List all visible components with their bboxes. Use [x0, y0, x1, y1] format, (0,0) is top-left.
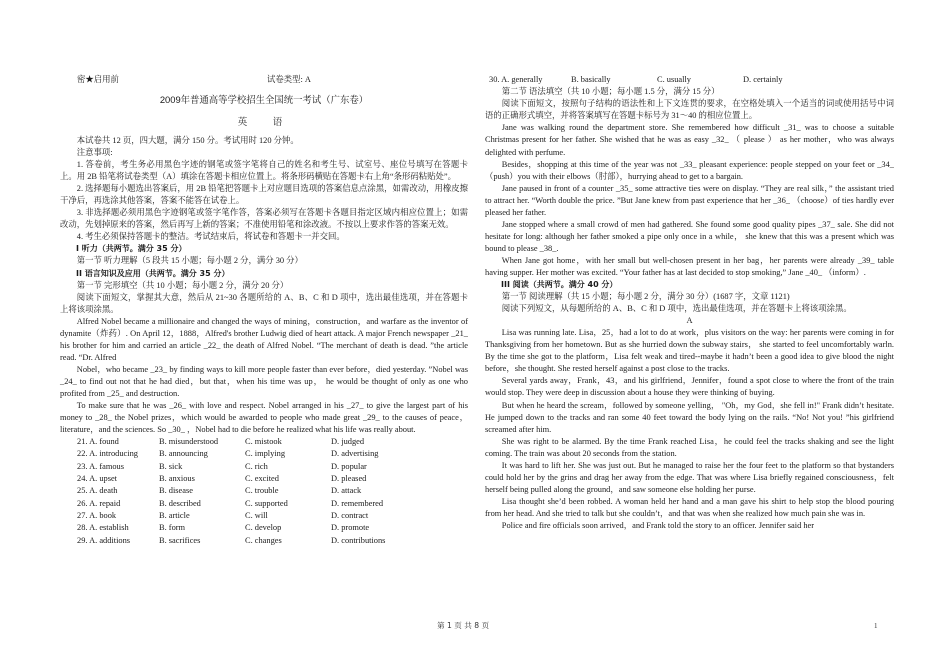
- option-a: 27. A. book: [77, 510, 117, 520]
- option-d: D. pleased: [331, 474, 367, 484]
- section-3-part-1: 第一节 阅读理解（共 15 小题；每小题 2 分，满分 30 分）(1687 字，文章 1121): [501, 292, 790, 302]
- passage-paragraph: Lisa was running late. Lisa，25，had a lot to do at work，plus visitors on the way: her parents were coming in for Thanksgiving from her hometown. But as she hurried down the subway stairs， she started to feel uncomfortably warln. By the time she got to the platform，Lisa felt weak and tired--maybe it hadn’t been a good idea to give blood the night before，she thought. She rested herself against a post close to the tracks.: [485, 328, 894, 374]
- option-a: 26. A. repaid: [77, 498, 121, 508]
- option-b: B. misunderstood: [159, 437, 219, 447]
- exam-title: 2009年普通高等学校招生全国统一考试（广东卷）: [159, 94, 369, 105]
- option-c: C. trouble: [245, 486, 279, 496]
- grammar-instructions: 阅读下面短文，按照句子结构的语法性和上下文连贯的要求，在空格处填入一个适当的词或使用括号中词语的正确形式填空，并将答案填写在答题卡标号为 31～40 的相应位置上。: [485, 99, 894, 121]
- option-d: D. attack: [331, 486, 362, 496]
- option-b: B. sacrifices: [159, 535, 201, 545]
- option-b: B. form: [159, 523, 186, 533]
- section-1-part-1: 第一节 听力理解（5 段共 15 小题；每小题 2 分，满分 30 分）: [76, 256, 303, 266]
- option-row-21: [60, 436, 468, 448]
- option-c: C. usually: [657, 75, 691, 84]
- option-c: C. mistook: [245, 437, 282, 447]
- option-b: B. announcing: [159, 449, 208, 459]
- grammar-paragraph: Jane was walking round the department store. She remembered how difficult _31_ was to choose a suitable Christmas present for her father. She wished that he was as easy _32_ （ please ） as her mother，who was always delighted with perfume.: [485, 123, 894, 157]
- option-c: C. will: [245, 510, 268, 520]
- passage-paragraph: Several yards away，Frank，43，and his girlfriend，Jennifer，found a spot close to where the front of the train would stop. They were deep in discussion about a house they were thinking of buying.: [485, 376, 894, 398]
- note-item: 1. 答卷前，考生务必用黑色字迹的钢笔或签字笔将自己的姓名和考生号、试室号、座位号填写在答题卡上。用 2B 铅笔将试卷类型（A）填涂在答题卡相应位置上。将条形码横贴在答题卡右上角“条形码粘贴处”。: [60, 160, 468, 182]
- option-a: 30. A. generally: [489, 75, 543, 84]
- section-2-part-2: 第二节 语法填空（共 10 小题；每小题 1.5 分，满分 15 分）: [501, 87, 720, 97]
- section-2-part-1: 第一节 完形填空（共 10 小题；每小题 2 分，满分 20 分）: [76, 280, 289, 290]
- passage-paragraph: She was right to be alarmed. By the time Frank reached Lisa，he could feel the tracks shaking and see the light coming. The train was about 20 seconds from the station.: [485, 436, 894, 458]
- option-b: B. basically: [571, 75, 611, 84]
- header-row: [60, 74, 468, 86]
- option-b: B. disease: [159, 486, 193, 496]
- section-3-heading: III 阅读（共两节。满分 40 分）: [501, 280, 618, 290]
- grammar-paragraph: Besides，shopping at this time of the year was not _33_ pleasant experience: people stepped on your feet or _34_ （push）you with their elbows（肘部），hurrying ahead to get to a bargain.: [485, 159, 894, 181]
- option-c: C. implying: [245, 449, 286, 459]
- option-b: B. described: [159, 498, 201, 508]
- option-row-26: [60, 498, 468, 510]
- option-b: B. sick: [159, 461, 183, 471]
- option-d: D. promote: [331, 523, 370, 533]
- option-row-29: [60, 535, 468, 547]
- cloze-paragraph: Nobel，who became _23_ by finding ways to kill more people faster than ever before，died yesterday. ”Nobel was _24_ to find out not that he had died，but that，when his time was up， he would be thought of only as one who profited from _25_ and destruction.: [60, 364, 468, 398]
- reading-instructions: 阅读下列短文，从每题所给的 A、B、C 和 D 项中，选出最佳选项，并在答题卡上将该项涂黑。: [501, 304, 852, 314]
- option-d: D. advertising: [331, 449, 379, 459]
- page-indicator: 第 1 页 共 8 页: [437, 621, 490, 630]
- passage-label: A: [686, 316, 693, 326]
- section-2-heading: II 语言知识及应用（共两节。满分 35 分）: [76, 268, 230, 278]
- option-c: C. rich: [245, 461, 268, 471]
- passage-paragraph: It was hard to lift her. She was just out. But he managed to raise her the four feet to the platform so that bystanders could hold her by the grins and drag her away from the edge. That was where Lisa briefly regained consciousness，felt herself being pulled along the ground，and saw someone else holding her purse.: [485, 460, 894, 494]
- notes-label: 注意事项:: [76, 148, 113, 158]
- option-c: C. changes: [245, 535, 282, 545]
- note-item: 3. 非选择题必须用黑色字迹钢笔或签字笔作答，答案必须写在答题卡各题目指定区域内相应位置上；如需改动，先划掉原来的答案，然后再写上新的答案；不准使用铅笔和涂改液。不按以上要求作答的答案无效。: [60, 208, 468, 230]
- option-row-23: [60, 461, 468, 473]
- grammar-paragraph: Jane paused in front of a counter _35_ some attractive ties were on display. “They are real silk，” the assistant tried to attract her. “Worth double the price. ”But Jane knew from past experience that her _36_ （choose）of ties hardly ever pleased her father.: [485, 183, 894, 217]
- option-d: D. contract: [331, 510, 369, 520]
- option-row-28: [60, 522, 468, 534]
- page-number: 1: [874, 622, 878, 630]
- option-a: 21. A. found: [77, 437, 119, 447]
- secret-label: 密★启用前: [77, 75, 119, 84]
- option-a: 28. A. establish: [77, 523, 129, 533]
- option-a: 29. A. additions: [77, 535, 131, 545]
- cloze-instructions: 阅读下面短文，掌握其大意，然后从 21~30 各题所给的 A、B、C 和 D 项中，选出最佳选项，并在答题卡上将该项涂黑。: [60, 292, 468, 314]
- option-c: C. excited: [245, 474, 279, 484]
- passage-paragraph: But when he heard the scream，followed by someone yelling， "Oh，my God，she fell in!" Frank didn’t hesitate. He jumped down to the tracks and ran some 40 feet toward the body lying on the rails. “No! Not you! ”his girlfriend screamed after him.: [485, 400, 894, 434]
- option-a: 24. A. upset: [77, 474, 118, 484]
- option-d: D. popular: [331, 461, 367, 471]
- passage-paragraph: Lisa thought she’d been robbed. A woman held her hand and a man gave his shirt to help stop the blood pouring from her head. And she tried to talk but she couldn’t，and that was when she realized how much pain she was in.: [485, 496, 894, 518]
- option-c: C. supported: [245, 498, 288, 508]
- exam-subject: 英 语: [237, 117, 291, 128]
- note-item: 4. 考生必须保持答题卡的整洁。考试结束后，将试卷和答题卡一并交回。: [76, 232, 345, 242]
- option-row-30: [485, 74, 894, 86]
- option-a: 23. A. famous: [77, 461, 124, 471]
- option-d: D. contributions: [331, 535, 386, 545]
- option-c: C. develop: [245, 523, 282, 533]
- paper-type: 试卷类型: A: [267, 75, 311, 84]
- grammar-paragraph: When Jane got home，with her small but well-chosen present in her bag，her parents were already _39_ table having supper. Her mother was excited. “Your father has at last decided to stop smoking,” Jane _40_ （inform）.: [485, 255, 894, 277]
- section-1-heading: I 听力（共两节。满分 35 分）: [76, 244, 187, 254]
- option-a: 25. A. death: [77, 486, 118, 496]
- option-a: 22. A. introducing: [77, 449, 138, 459]
- option-row-25: [60, 485, 468, 497]
- exam-summary: 本试卷共 12 页，四大题，满分 150 分。考试用时 120 分钟。: [76, 136, 299, 145]
- option-row-27: [60, 510, 468, 522]
- option-b: B. article: [159, 510, 190, 520]
- passage-paragraph: Police and fire officials soon arrived，and Frank told the story to an officer. Jennifer said her: [501, 520, 815, 530]
- left-column: [60, 74, 468, 547]
- option-d: D. remembered: [331, 498, 384, 508]
- note-item: 2. 选择题每小题选出答案后，用 2B 铅笔把答题卡上对应题目选项的答案信息点涂黑，如需改动，用橡皮擦干净后，再选涂其他答案，答案不能答在试卷上。: [60, 184, 468, 206]
- option-b: B. anxious: [159, 474, 195, 484]
- option-row-24: [60, 473, 468, 485]
- right-column: [485, 74, 894, 532]
- cloze-paragraph: To make sure that he was _26_ with love and respect. Nobel arranged in his _27_ to give the largest part of his money to _28_ the Nobel prizes，which would be awarded to people who made great _29_ to the causes of peace，literature，and the sciences. So _30_ ，Nobel had to die before he realized what his life was really about.: [60, 401, 468, 435]
- grammar-paragraph: Jane stopped where a small crowd of men had gathered. She found some good quality pipes _37_ sale. She did not hesitate for long: although her father smoked a pipe only once in a while， she knew that this was a present which was bound to please _38_.: [485, 219, 894, 253]
- cloze-options: [60, 436, 468, 547]
- option-d: D. judged: [331, 437, 365, 447]
- option-row-22: [60, 448, 468, 460]
- cloze-paragraph: Alfred Nobel became a millionaire and changed the ways of mining，construction，and warfare as the inventor of dynamite（炸药）. On April 12，1888，Alfred's brother Ludwig died of heart attack. A major French newspaper _21_ his brother for him and carried an article _22_ the death of Alfred Nobel. “The merchant of death is dead. ”the article read. “Dr. Alfred: [60, 316, 468, 362]
- option-d: D. certainly: [743, 75, 783, 84]
